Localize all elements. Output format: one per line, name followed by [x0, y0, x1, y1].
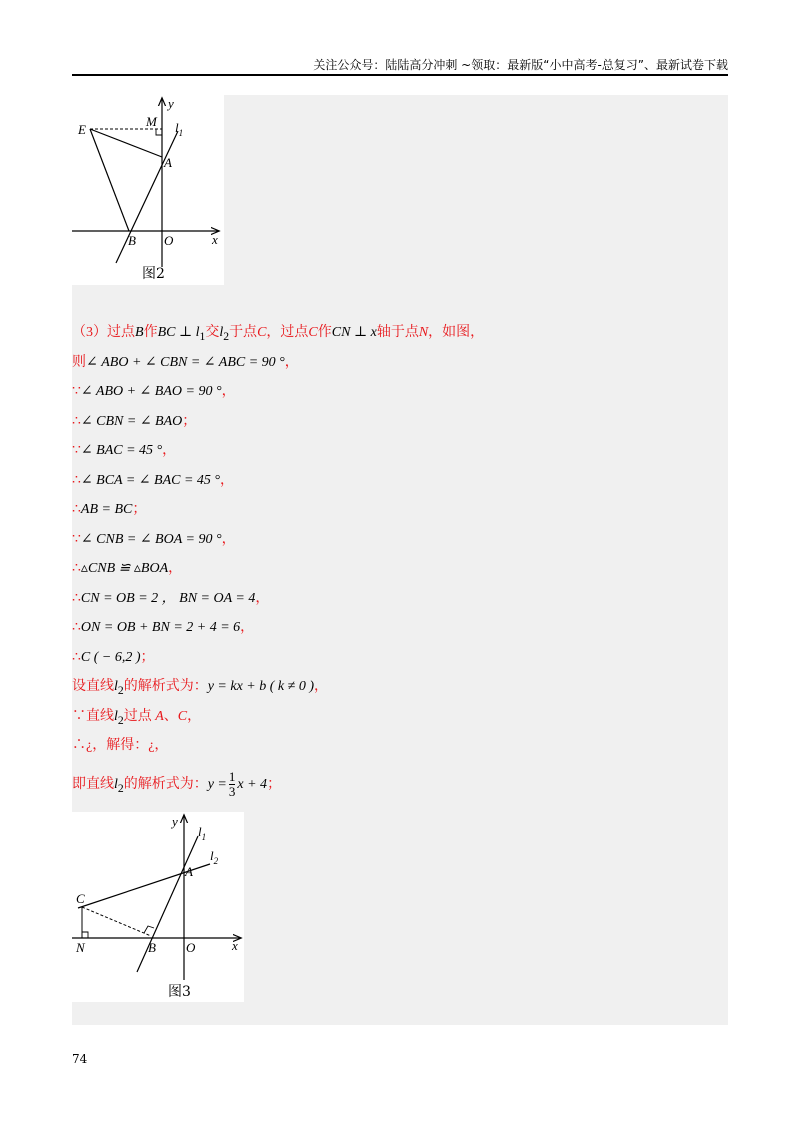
right-angle-mark-N — [82, 932, 88, 938]
solution-line-10: ∴CN = OB = 2 ， BN = OA = 4， — [72, 590, 270, 606]
label-O: O — [164, 233, 174, 248]
label-C: C — [76, 891, 85, 906]
label-l2: $l_2$ — [210, 848, 219, 866]
label-M: M — [146, 114, 157, 129]
label-O: O — [186, 940, 196, 955]
label-B: B — [148, 940, 156, 955]
segment-EA — [90, 129, 162, 157]
label-x: x — [232, 938, 238, 953]
label-N: N — [76, 940, 85, 955]
solution-line-16: 即直线$l_2$的解析式为：y = $\frac{1}{3}$ x + 4； — [72, 768, 282, 799]
label-E: E — [78, 122, 86, 137]
segment-CB — [82, 907, 151, 936]
right-angle-mark-M — [156, 129, 162, 135]
segment-EB — [90, 129, 129, 231]
label-A: A — [185, 864, 193, 879]
figure-2-caption: 图2 — [142, 266, 165, 282]
solution-line-12: ∴C ( − 6,2 )； — [72, 649, 155, 665]
solution-line-3: ∵∠ ABO + ∠ BAO = 90 °， — [72, 384, 236, 399]
solution-line-4: ∴∠ CBN = ∠ BAO； — [72, 413, 197, 429]
figure-3 — [72, 812, 244, 1002]
figure-3-caption: 图3 — [168, 984, 191, 1000]
label-B: B — [128, 233, 136, 248]
label-l1: $l_1$ — [198, 824, 207, 842]
solution-line-9: ∴▵CNB ≌ ▵BOA， — [72, 561, 183, 576]
solution-text — [72, 318, 728, 809]
header-rule — [72, 74, 728, 76]
figure-2-drawing — [72, 95, 224, 285]
solution-line-13: 设直线$l_2$的解析式为：y = kx + b ( k ≠ 0 )， — [72, 679, 328, 697]
solution-line-15: ∴¿，解得：¿， — [72, 738, 169, 753]
label-y: y — [172, 814, 178, 829]
page-header: 关注公众号：陆陆高分冲刺 ~领取：最新版“小中高考-总复习”、最新试卷下载 — [313, 58, 728, 72]
solution-line-8: ∵∠ CNB = ∠ BOA = 90 °， — [72, 531, 236, 547]
solution-line-6: ∴∠ BCA = ∠ BAC = 45 °， — [72, 472, 235, 488]
label-y: y — [168, 96, 174, 111]
solution-line-11: ∴ON = OB + BN = 2 + 4 = 6， — [72, 620, 255, 635]
label-x: x — [212, 232, 218, 247]
solution-line-5: ∵∠ BAC = 45 °， — [72, 443, 177, 458]
figure-3-drawing — [72, 812, 244, 1002]
right-angle-mark-C — [144, 926, 154, 933]
solution-line-2: 则∠ ABO + ∠ CBN = ∠ ABC = 90 °， — [72, 354, 299, 370]
label-l1: $l_1$ — [175, 120, 184, 138]
fraction-one-third: $\frac{1}{3}$ — [228, 768, 236, 799]
label-A: A — [164, 155, 172, 170]
page-number: 74 — [72, 1052, 88, 1066]
solution-line-7: ∴AB = BC； — [72, 502, 147, 517]
figure-2 — [72, 95, 224, 285]
solution-line-14: ∵直线$l_2$过点 A、C， — [72, 708, 202, 727]
solution-line-1: （3）过点B作BC ⊥ $l_1$交$l_2$于点C，过点C作CN ⊥ x轴于点N，如图， — [72, 325, 485, 343]
